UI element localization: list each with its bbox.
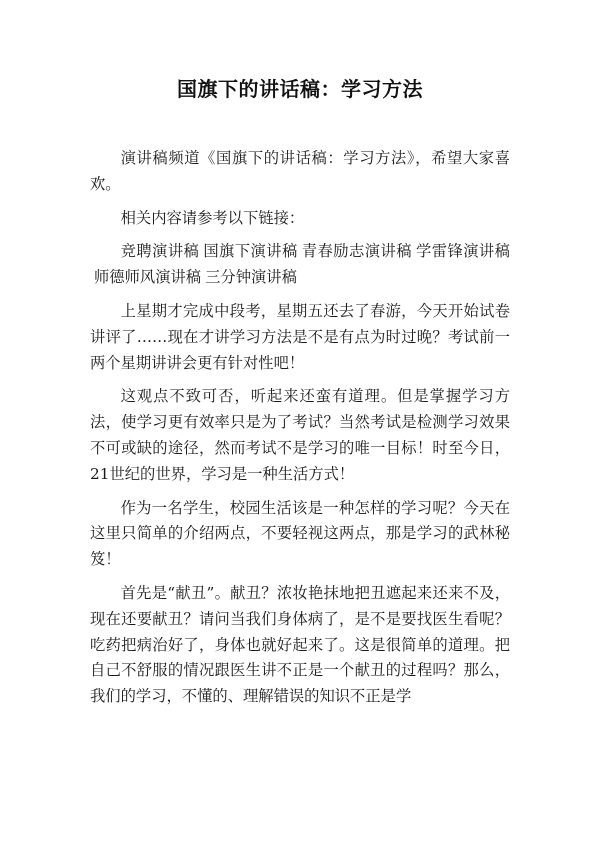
document-body [90, 146, 510, 718]
link-youth-inspiration-speech[interactable]: 青春励志演讲稿 [301, 242, 412, 261]
body-paragraph-2: 这观点不致可否，听起来还蛮有道理。但是掌握学习方法，使学习更有效率只是为了考试？当然考试是检测学习效果不可或缺的途径，然而考试不是学习的唯一目标！时至今日，21世纪的世界，学习是一种生活方式！ [90, 387, 510, 483]
link-three-minute-speech[interactable]: 三分钟演讲稿 [205, 268, 297, 287]
intro-paragraph: 演讲稿频道《国旗下的讲话稿：学习方法》，希望大家喜欢。 [90, 149, 510, 193]
body-paragraph-4: 首先是“献丑”。献丑？浓妆艳抹地把丑遮起来还来不及，现在还要献丑？请问当我们身体病了，是不是要找医生看呢？吃药把病治好了，身体也就好起来了。这是很简单的道理。把自己不舒服的情况跟医生讲不正是一个献丑的过程吗？那么，我们的学习，不懂的、理解错误的知识不正是学 [90, 583, 510, 706]
related-label: 相关内容请参考以下链接： [120, 208, 305, 227]
link-teacher-ethics-speech[interactable]: 师德师风演讲稿 [94, 268, 202, 287]
link-flag-speech[interactable]: 国旗下演讲稿 [203, 242, 298, 261]
body-paragraph-1: 上星期才完成中段考，星期五还去了春游，今天开始试卷讲评了……现在才讲学习方法是不是有点为时过晚？考试前一两个星期讲讲会更有针对性吧！ [90, 301, 510, 372]
document-title: 国旗下的讲话稿：学习方法 [177, 77, 423, 101]
related-links [90, 239, 510, 291]
link-learn-leifeng-speech[interactable]: 学雷锋演讲稿 [415, 242, 510, 261]
body-paragraph-3: 作为一名学生，校园生活该是一种怎样的学习呢？今天在这里只简单的介绍两点，不要轻视这两点，那是学习的武林秘笈！ [90, 498, 510, 569]
link-competition-speech[interactable]: 竞聘演讲稿 [120, 242, 200, 261]
